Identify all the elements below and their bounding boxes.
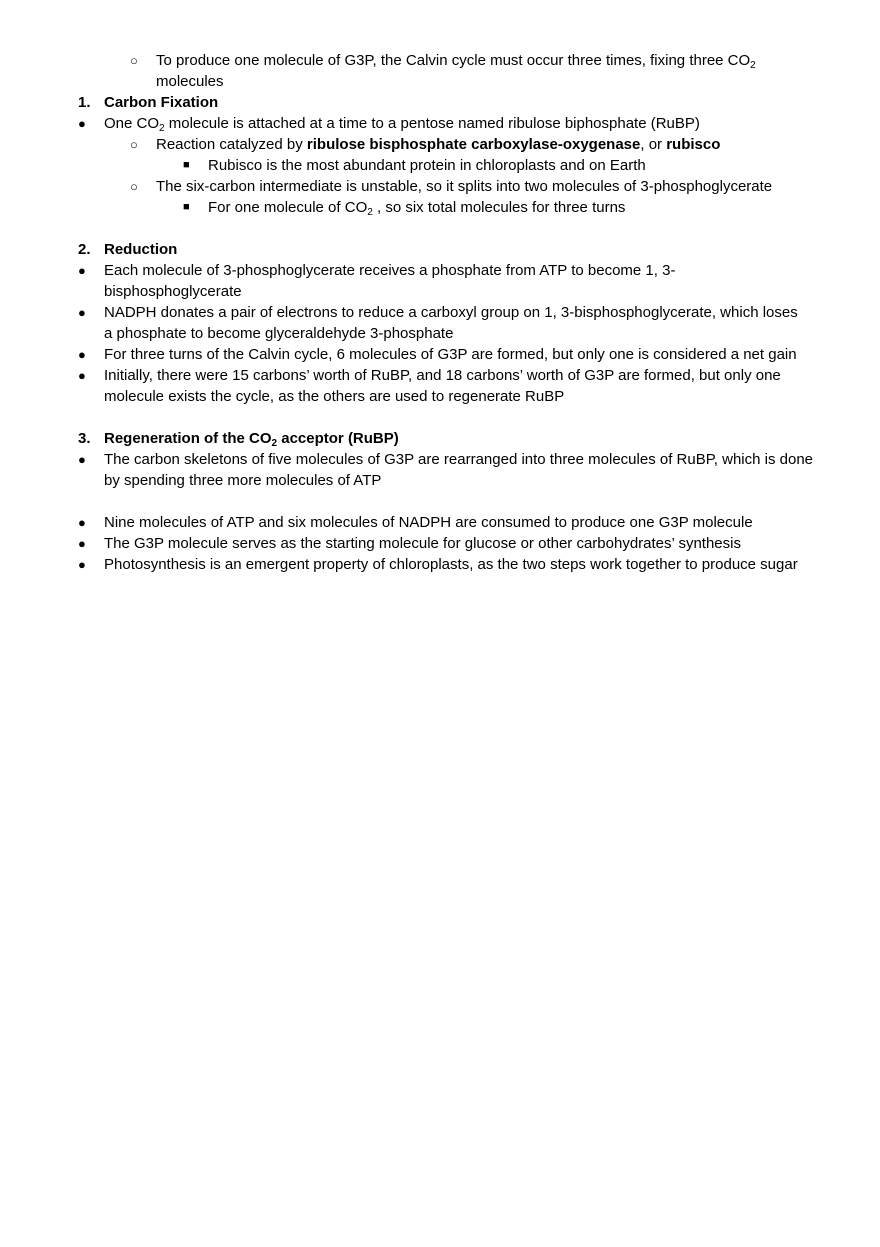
subscript: 2	[750, 60, 756, 71]
square-bullet-icon: ■	[183, 159, 190, 171]
list-item	[0, 302, 880, 344]
section-heading-reduction	[0, 239, 880, 260]
square-bullet-icon: ■	[183, 201, 190, 213]
list-item	[0, 176, 880, 197]
list-item	[0, 134, 880, 155]
list-item	[0, 554, 880, 575]
section-number: 3.	[78, 430, 91, 447]
list-item	[0, 260, 880, 302]
item-text: NADPH donates a pair of electrons to reduce a carboxyl group on 1, 3-bisphosphoglycerate, which loses a phosphate to become glyceraldehyde 3-phosphate	[104, 304, 798, 342]
item-text: The carbon skeletons of five molecules of G3P are rearranged into three molecules of RuBP, which is done by spending three more molecules of ATP	[104, 451, 814, 489]
bullet-icon: ●	[78, 557, 86, 572]
bullet-icon: ●	[78, 536, 86, 551]
circle-bullet-icon: ○	[130, 53, 138, 68]
bullet-icon: ●	[78, 263, 86, 278]
bullet-icon: ●	[78, 347, 86, 362]
item-text: One CO	[104, 115, 160, 132]
circle-bullet-icon: ○	[130, 137, 138, 152]
document-page	[0, 50, 880, 575]
bullet-icon: ●	[78, 116, 86, 131]
section-number: 2.	[78, 241, 91, 258]
item-text: Rubisco is the most abundant protein in chloroplasts and on Earth	[208, 157, 646, 174]
list-item	[0, 197, 880, 218]
section-heading-carbon-fixation	[0, 92, 880, 113]
subscript: 2	[367, 207, 373, 218]
section-title-continued: acceptor (RuBP)	[277, 430, 399, 447]
section-number: 1.	[78, 94, 91, 111]
intro-text: To produce one molecule of G3P, the Calvin cycle must occur three times, fixing three CO	[156, 52, 751, 69]
item-text: Each molecule of 3-phosphoglycerate receives a phosphate from ATP to become 1, 3-bisphosphoglycerate	[104, 262, 676, 300]
bold-term: ribulose bisphosphate carboxylase-oxygenase	[306, 136, 641, 153]
bullet-icon: ●	[78, 515, 86, 530]
list-item	[0, 512, 880, 533]
list-item	[0, 344, 880, 365]
section-title: Regeneration of the CO	[104, 430, 272, 447]
item-text: Initially, there were 15 carbons’ worth of RuBP, and 18 carbons’ worth of G3P are formed, but only one molecule exists the cycle, as the others are used to regenerate RuBP	[104, 367, 781, 405]
spacer	[0, 491, 880, 512]
list-item	[0, 155, 880, 176]
item-text: The six-carbon intermediate is unstable, so it splits into two molecules of 3-phosphoglycerate	[156, 178, 773, 195]
section-heading-regeneration	[0, 428, 880, 449]
subscript: 2	[271, 438, 278, 449]
item-text-continued: , or	[640, 136, 667, 153]
item-text: Photosynthesis is an emergent property of chloroplasts, as the two steps work together to produce sugar	[104, 556, 798, 573]
item-text: For one molecule of CO	[208, 199, 368, 216]
bullet-icon: ●	[78, 368, 86, 383]
item-text: Nine molecules of ATP and six molecules of NADPH are consumed to produce one G3P molecule	[104, 514, 753, 531]
circle-bullet-icon: ○	[130, 179, 138, 194]
intro-item	[0, 50, 880, 92]
spacer	[0, 218, 880, 239]
list-item	[0, 113, 880, 134]
item-text: Reaction catalyzed by	[156, 136, 307, 153]
item-text: For three turns of the Calvin cycle, 6 molecules of G3P are formed, but only one is considered a net gain	[104, 346, 797, 363]
section-title: Carbon Fixation	[104, 94, 219, 111]
list-item	[0, 365, 880, 407]
list-item	[0, 533, 880, 554]
intro-text-continued: molecules	[156, 73, 224, 90]
spacer	[0, 407, 880, 428]
subscript: 2	[159, 123, 165, 134]
list-item	[0, 449, 880, 491]
bullet-icon: ●	[78, 305, 86, 320]
item-text: The G3P molecule serves as the starting molecule for glucose or other carbohydrates’ synthesis	[104, 535, 741, 552]
bullet-icon: ●	[78, 452, 86, 467]
item-text-continued: molecule is attached at a time to a pentose named ribulose biphosphate (RuBP)	[164, 115, 700, 132]
section-title: Reduction	[104, 241, 178, 258]
bold-term: rubisco	[666, 136, 721, 153]
item-text-continued: , so six total molecules for three turns	[372, 199, 626, 216]
